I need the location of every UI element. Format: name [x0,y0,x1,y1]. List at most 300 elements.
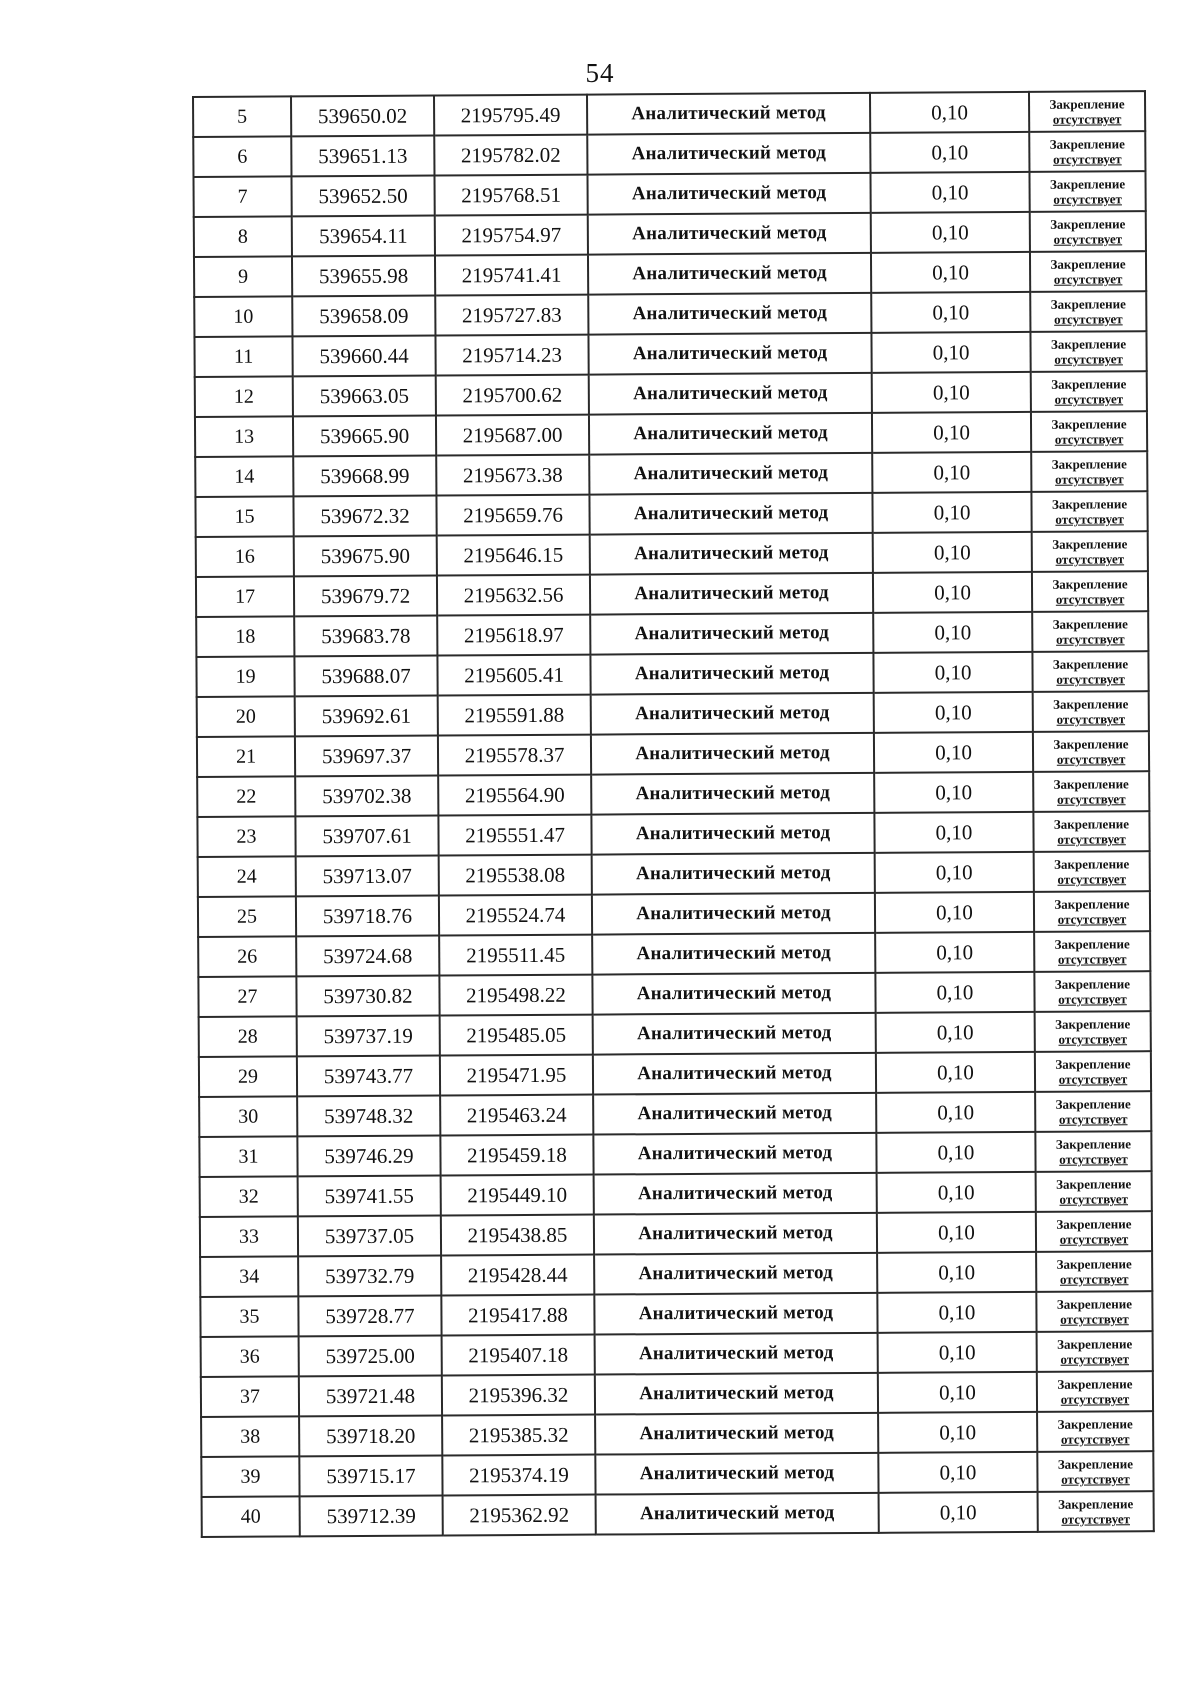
fixing-text-line2: отсутствует [1053,231,1123,247]
fixing-cell [1033,811,1149,852]
point-number-cell: 8 [194,216,292,257]
fixing-text-line1: Закрепление [1055,1096,1131,1112]
table-row [199,1091,1151,1137]
fixing-cell [1030,251,1146,292]
y-coordinate-cell: 2195714.23 [435,335,588,376]
table-row [198,891,1150,937]
method-cell: Аналитический метод [595,1453,878,1495]
accuracy-cell: 0,10 [873,532,1032,573]
fixing-cell [1036,1251,1152,1292]
accuracy-cell: 0,10 [877,1212,1036,1253]
method-cell: Аналитический метод [592,893,875,935]
method-cell: Аналитический метод [592,973,875,1015]
point-number-cell: 37 [201,1376,299,1417]
fixing-text-line1: Закрепление [1054,936,1130,952]
table-row [196,651,1148,697]
fixing-text-line1: Закрепление [1055,1056,1131,1072]
accuracy-cell: 0,10 [871,292,1030,333]
fixing-text-line2: отсутствует [1059,1191,1129,1207]
fixing-text-line1: Закрепление [1057,1416,1133,1432]
accuracy-cell: 0,10 [876,1012,1035,1053]
y-coordinate-cell: 2195396.32 [442,1375,595,1416]
point-number-cell: 7 [193,176,291,217]
table-row [200,1291,1152,1337]
table-row [199,1131,1151,1177]
fixing-text-line2: отсутствует [1056,671,1125,687]
fixing-text-line2: отсутствует [1057,831,1126,847]
x-coordinate-cell: 539718.20 [299,1415,442,1456]
coordinates-table-body [193,91,1154,1537]
point-number-cell: 27 [198,976,296,1017]
accuracy-cell: 0,10 [875,852,1034,893]
fixing-text-line2: отсутствует [1058,1111,1128,1127]
method-cell: Аналитический метод [591,733,874,775]
point-number-cell: 30 [199,1096,297,1137]
point-number-cell: 18 [196,616,294,657]
method-cell: Аналитический метод [588,293,871,335]
x-coordinate-cell: 539683.78 [294,616,437,657]
table-row [195,371,1147,417]
point-number-cell: 36 [201,1336,299,1377]
point-number-cell: 34 [200,1256,298,1297]
fixing-text-line2: отсутствует [1058,991,1127,1007]
y-coordinate-cell: 2195459.18 [440,1135,593,1176]
fixing-text-line1: Закрепление [1057,1336,1133,1352]
fixing-text-line1: Закрепление [1055,1136,1132,1152]
table-row [201,1371,1153,1417]
x-coordinate-cell: 539651.13 [291,136,434,177]
method-cell: Аналитический метод [588,253,871,295]
table-row [198,971,1150,1017]
table-row [196,571,1148,617]
point-number-cell: 14 [195,456,293,497]
fixing-cell [1032,531,1148,572]
y-coordinate-cell: 2195741.41 [435,255,588,296]
point-number-cell: 33 [200,1216,298,1257]
accuracy-cell: 0,10 [871,332,1030,373]
method-cell: Аналитический метод [593,1133,876,1175]
fixing-text-line1: Закрепление [1049,176,1126,192]
x-coordinate-cell: 539737.05 [298,1216,441,1257]
fixing-cell [1030,331,1146,372]
y-coordinate-cell: 2195551.47 [438,815,591,856]
method-cell: Аналитический метод [595,1413,878,1455]
accuracy-cell: 0,10 [872,492,1031,533]
accuracy-cell: 0,10 [873,572,1032,613]
point-number-cell: 26 [198,936,296,977]
fixing-cell [1032,571,1148,612]
x-coordinate-cell: 539746.29 [297,1136,440,1177]
fixing-text-line1: Закрепление [1051,416,1127,432]
y-coordinate-cell: 2195463.24 [440,1095,593,1136]
fixing-cell [1034,851,1150,892]
fixing-text-line1: Закрепление [1052,656,1129,672]
fixing-cell [1031,371,1147,412]
y-coordinate-cell: 2195564.90 [438,775,591,816]
table-row [200,1171,1152,1217]
table-row [201,1331,1153,1377]
accuracy-cell: 0,10 [870,92,1029,133]
method-cell: Аналитический метод [594,1293,877,1335]
y-coordinate-cell: 2195578.37 [438,735,591,776]
fixing-text-line2: отсутствует [1055,551,1125,567]
accuracy-cell: 0,10 [872,372,1031,413]
x-coordinate-cell: 539724.68 [296,936,439,977]
fixing-cell [1032,651,1148,692]
x-coordinate-cell: 539675.90 [294,536,437,577]
fixing-cell [1031,491,1147,532]
y-coordinate-cell: 2195362.92 [443,1495,596,1536]
fixing-text-line1: Закрепление [1052,576,1128,592]
accuracy-cell: 0,10 [870,172,1029,213]
fixing-text-line2: отсутствует [1057,911,1127,927]
fixing-cell [1029,131,1145,172]
method-cell: Аналитический метод [595,1333,878,1375]
y-coordinate-cell: 2195374.19 [442,1455,595,1496]
table-row [200,1211,1152,1257]
fixing-text-line1: Закрепление [1049,96,1125,112]
fixing-cell [1035,1051,1151,1092]
x-coordinate-cell: 539748.32 [297,1096,440,1137]
point-number-cell: 35 [200,1296,298,1337]
y-coordinate-cell: 2195646.15 [437,535,590,576]
point-number-cell: 11 [194,336,292,377]
accuracy-cell: 0,10 [874,812,1033,853]
table-row [199,1051,1151,1097]
fixing-text-line2: отсутствует [1059,1151,1128,1167]
accuracy-cell: 0,10 [873,652,1032,693]
y-coordinate-cell: 2195591.88 [438,695,591,736]
accuracy-cell: 0,10 [878,1332,1037,1373]
fixing-text-line1: Закрепление [1053,776,1129,792]
x-coordinate-cell: 539737.19 [297,1016,440,1057]
coordinates-table [192,90,1155,1538]
accuracy-cell: 0,10 [871,252,1030,293]
fixing-text-line1: Закрепление [1054,976,1131,992]
accuracy-cell: 0,10 [871,212,1030,253]
table-row [196,611,1148,657]
table-row [194,251,1146,297]
point-number-cell: 32 [200,1176,298,1217]
point-number-cell: 5 [193,96,291,137]
y-coordinate-cell: 2195659.76 [436,495,589,536]
x-coordinate-cell: 539743.77 [297,1056,440,1097]
point-number-cell: 12 [195,376,293,417]
table-row [196,531,1148,577]
fixing-text-line2: отсутствует [1055,591,1125,607]
fixing-cell [1032,611,1148,652]
fixing-text-line1: Закрепление [1052,536,1128,552]
table-row [198,851,1150,897]
table-row [200,1251,1152,1297]
method-cell: Аналитический метод [587,133,870,175]
method-cell: Аналитический метод [588,213,871,255]
method-cell: Аналитический метод [590,533,873,575]
fixing-cell [1035,1011,1151,1052]
fixing-text-line2: отсутствует [1058,1031,1128,1047]
method-cell: Аналитический метод [596,1493,879,1535]
method-cell: Аналитический метод [591,773,874,815]
y-coordinate-cell: 2195768.51 [434,175,587,216]
y-coordinate-cell: 2195385.32 [442,1415,595,1456]
fixing-cell [1036,1211,1152,1252]
accuracy-cell: 0,10 [872,452,1031,493]
y-coordinate-cell: 2195632.56 [437,575,590,616]
accuracy-cell: 0,10 [876,1092,1035,1133]
accuracy-cell: 0,10 [876,1132,1035,1173]
method-cell: Аналитический метод [589,413,872,455]
table-row [195,491,1147,537]
fixing-text-line1: Закрепление [1055,1016,1131,1032]
x-coordinate-cell: 539652.50 [291,176,434,217]
fixing-cell [1037,1411,1153,1452]
point-number-cell: 31 [199,1136,297,1177]
page-number: 54 [585,58,615,88]
method-cell: Аналитический метод [594,1173,877,1215]
fixing-text-line2: отсутствует [1061,1511,1131,1527]
point-number-cell: 25 [198,896,296,937]
x-coordinate-cell: 539655.98 [292,256,435,297]
method-cell: Аналитический метод [592,853,875,895]
fixing-cell [1034,931,1150,972]
x-coordinate-cell: 539660.44 [292,336,435,377]
x-coordinate-cell: 539702.38 [295,776,438,817]
fixing-cell [1033,691,1149,732]
method-cell: Аналитический метод [594,1213,877,1255]
point-number-cell: 40 [202,1496,300,1537]
table-row [197,691,1149,737]
accuracy-cell: 0,10 [877,1172,1036,1213]
fixing-text-line1: Закрепление [1050,256,1126,272]
point-number-cell: 15 [195,496,293,537]
fixing-text-line2: отсутствует [1060,1431,1130,1447]
fixing-text-line1: Закрепление [1052,616,1128,632]
point-number-cell: 9 [194,256,292,297]
point-number-cell: 6 [193,136,291,177]
fixing-text-line2: отсутствует [1054,311,1123,327]
table-row [195,451,1147,497]
fixing-cell [1038,1491,1154,1532]
method-cell: Аналитический метод [589,493,872,535]
x-coordinate-cell: 539679.72 [294,576,437,617]
fixing-text-line2: отсутствует [1053,151,1122,167]
accuracy-cell: 0,10 [872,412,1031,453]
y-coordinate-cell: 2195727.83 [435,295,588,336]
fixing-text-line1: Закрепление [1056,1256,1132,1272]
point-number-cell: 39 [201,1456,299,1497]
accuracy-cell: 0,10 [870,132,1029,173]
accuracy-cell: 0,10 [874,772,1033,813]
fixing-cell [1031,451,1147,492]
fixing-cell [1034,891,1150,932]
fixing-text-line1: Закрепление [1054,896,1130,912]
x-coordinate-cell: 539707.61 [295,816,438,857]
y-coordinate-cell: 2195407.18 [442,1335,595,1376]
method-cell: Аналитический метод [587,173,870,215]
fixing-text-line1: Закрепление [1051,456,1127,472]
table-row [198,931,1150,977]
fixing-cell [1031,411,1147,452]
table-row [194,291,1146,337]
table-row [193,131,1145,177]
y-coordinate-cell: 2195795.49 [434,95,587,136]
fixing-text-line2: отсутствует [1060,1311,1129,1327]
x-coordinate-cell: 539654.11 [292,216,435,257]
method-cell: Аналитический метод [589,373,872,415]
table-row [193,171,1145,217]
fixing-text-line1: Закрепление [1050,216,1126,232]
fixing-text-line1: Закрепление [1056,1176,1132,1192]
accuracy-cell: 0,10 [878,1412,1037,1453]
x-coordinate-cell: 539728.77 [298,1295,441,1336]
y-coordinate-cell: 2195687.00 [436,415,589,456]
y-coordinate-cell: 2195538.08 [439,855,592,896]
y-coordinate-cell: 2195417.88 [441,1295,594,1336]
method-cell: Аналитический метод [591,693,874,735]
y-coordinate-cell: 2195700.62 [436,375,589,416]
fixing-text-line1: Закрепление [1050,296,1126,312]
point-number-cell: 23 [197,816,295,857]
x-coordinate-cell: 539715.17 [299,1455,442,1496]
fixing-text-line2: отсутствует [1057,951,1127,967]
fixing-text-line1: Закрепление [1053,816,1130,832]
table-row [202,1491,1154,1537]
method-cell: Аналитический метод [589,453,872,495]
accuracy-cell: 0,10 [878,1372,1037,1413]
x-coordinate-cell: 539650.02 [291,96,434,137]
fixing-text-line1: Закрепление [1056,1296,1133,1312]
fixing-cell [1030,211,1146,252]
table-row [199,1011,1151,1057]
table-row [201,1411,1153,1457]
method-cell: Аналитический метод [590,613,873,655]
accuracy-cell: 0,10 [874,732,1033,773]
x-coordinate-cell: 539668.99 [293,456,436,497]
fixing-text-line2: отсутствует [1060,1351,1130,1367]
fixing-text-line1: Закрепление [1057,1456,1133,1472]
fixing-text-line2: отсутствует [1053,271,1123,287]
x-coordinate-cell: 539712.39 [300,1495,443,1536]
x-coordinate-cell: 539730.82 [296,976,439,1017]
fixing-text-line2: отсутствует [1059,1231,1129,1247]
x-coordinate-cell: 539688.07 [294,656,437,697]
point-number-cell: 24 [198,856,296,897]
fixing-text-line1: Закрепление [1057,1376,1133,1392]
y-coordinate-cell: 2195438.85 [441,1215,594,1256]
accuracy-cell: 0,10 [878,1452,1037,1493]
y-coordinate-cell: 2195449.10 [441,1175,594,1216]
y-coordinate-cell: 2195428.44 [441,1255,594,1296]
accuracy-cell: 0,10 [873,612,1032,653]
method-cell: Аналитический метод [590,653,873,695]
fixing-text-line2: отсутствует [1057,791,1126,807]
fixing-text-line2: отсутствует [1060,1391,1130,1407]
y-coordinate-cell: 2195605.41 [437,655,590,696]
x-coordinate-cell: 539692.61 [295,696,438,737]
point-number-cell: 20 [197,696,295,737]
point-number-cell: 28 [199,1016,297,1057]
fixing-text-line2: отсутствует [1052,111,1122,127]
x-coordinate-cell: 539697.37 [295,736,438,777]
fixing-text-line1: Закрепление [1053,696,1129,712]
table-row [194,211,1146,257]
fixing-text-line1: Закрепление [1056,1216,1132,1232]
fixing-text-line2: отсутствует [1056,751,1126,767]
x-coordinate-cell: 539663.05 [293,376,436,417]
x-coordinate-cell: 539725.00 [299,1335,442,1376]
table-row [194,331,1146,377]
method-cell: Аналитический метод [593,1093,876,1135]
fixing-text-line1: Закрепление [1051,376,1127,392]
accuracy-cell: 0,10 [875,972,1034,1013]
table-row [197,771,1149,817]
fixing-text-line2: отсутствует [1057,871,1127,887]
accuracy-cell: 0,10 [877,1292,1036,1333]
fixing-cell [1029,91,1145,132]
x-coordinate-cell: 539718.76 [296,896,439,937]
fixing-text-line2: отсутствует [1061,1471,1130,1487]
fixing-cell [1030,291,1146,332]
point-number-cell: 13 [195,416,293,457]
fixing-text-line2: отсутствует [1054,431,1124,447]
x-coordinate-cell: 539665.90 [293,416,436,457]
fixing-text-line2: отсутствует [1053,191,1122,207]
fixing-text-line2: отсутствует [1055,471,1124,487]
method-cell: Аналитический метод [594,1253,877,1295]
table-row [201,1451,1153,1497]
method-cell: Аналитический метод [590,573,873,615]
y-coordinate-cell: 2195471.95 [440,1055,593,1096]
table-row [197,731,1149,777]
y-coordinate-cell: 2195673.38 [436,455,589,496]
y-coordinate-cell: 2195524.74 [439,895,592,936]
method-cell: Аналитический метод [595,1373,878,1415]
fixing-text-line1: Закрепление [1053,736,1129,752]
x-coordinate-cell: 539741.55 [298,1176,441,1217]
accuracy-cell: 0,10 [876,1052,1035,1093]
accuracy-cell: 0,10 [874,692,1033,733]
method-cell: Аналитический метод [592,933,875,975]
method-cell: Аналитический метод [593,1053,876,1095]
fixing-cell [1037,1371,1153,1412]
point-number-cell: 17 [196,576,294,617]
y-coordinate-cell: 2195511.45 [439,935,592,976]
fixing-text-line2: отсутствует [1055,511,1124,527]
fixing-cell [1029,171,1145,212]
accuracy-cell: 0,10 [875,892,1034,933]
table-row [195,411,1147,457]
fixing-text-line2: отсутствует [1059,1271,1129,1287]
fixing-text-line2: отсутствует [1056,711,1126,727]
accuracy-cell: 0,10 [879,1492,1038,1533]
fixing-text-line1: Закрепление [1057,1496,1134,1512]
fixing-cell [1035,1091,1151,1132]
method-cell: Аналитический метод [591,813,874,855]
table-row [197,811,1149,857]
fixing-text-line1: Закрепление [1050,336,1127,352]
fixing-cell [1033,771,1149,812]
fixing-text-line2: отсутствует [1056,631,1125,647]
x-coordinate-cell: 539732.79 [298,1256,441,1297]
y-coordinate-cell: 2195498.22 [439,975,592,1016]
fixing-cell [1033,731,1149,772]
fixing-text-line2: отсутствует [1058,1071,1128,1087]
fixing-cell [1035,1131,1151,1172]
point-number-cell: 21 [197,736,295,777]
y-coordinate-cell: 2195754.97 [435,215,588,256]
fixing-text-line2: отсутствует [1054,351,1123,367]
point-number-cell: 38 [201,1416,299,1457]
